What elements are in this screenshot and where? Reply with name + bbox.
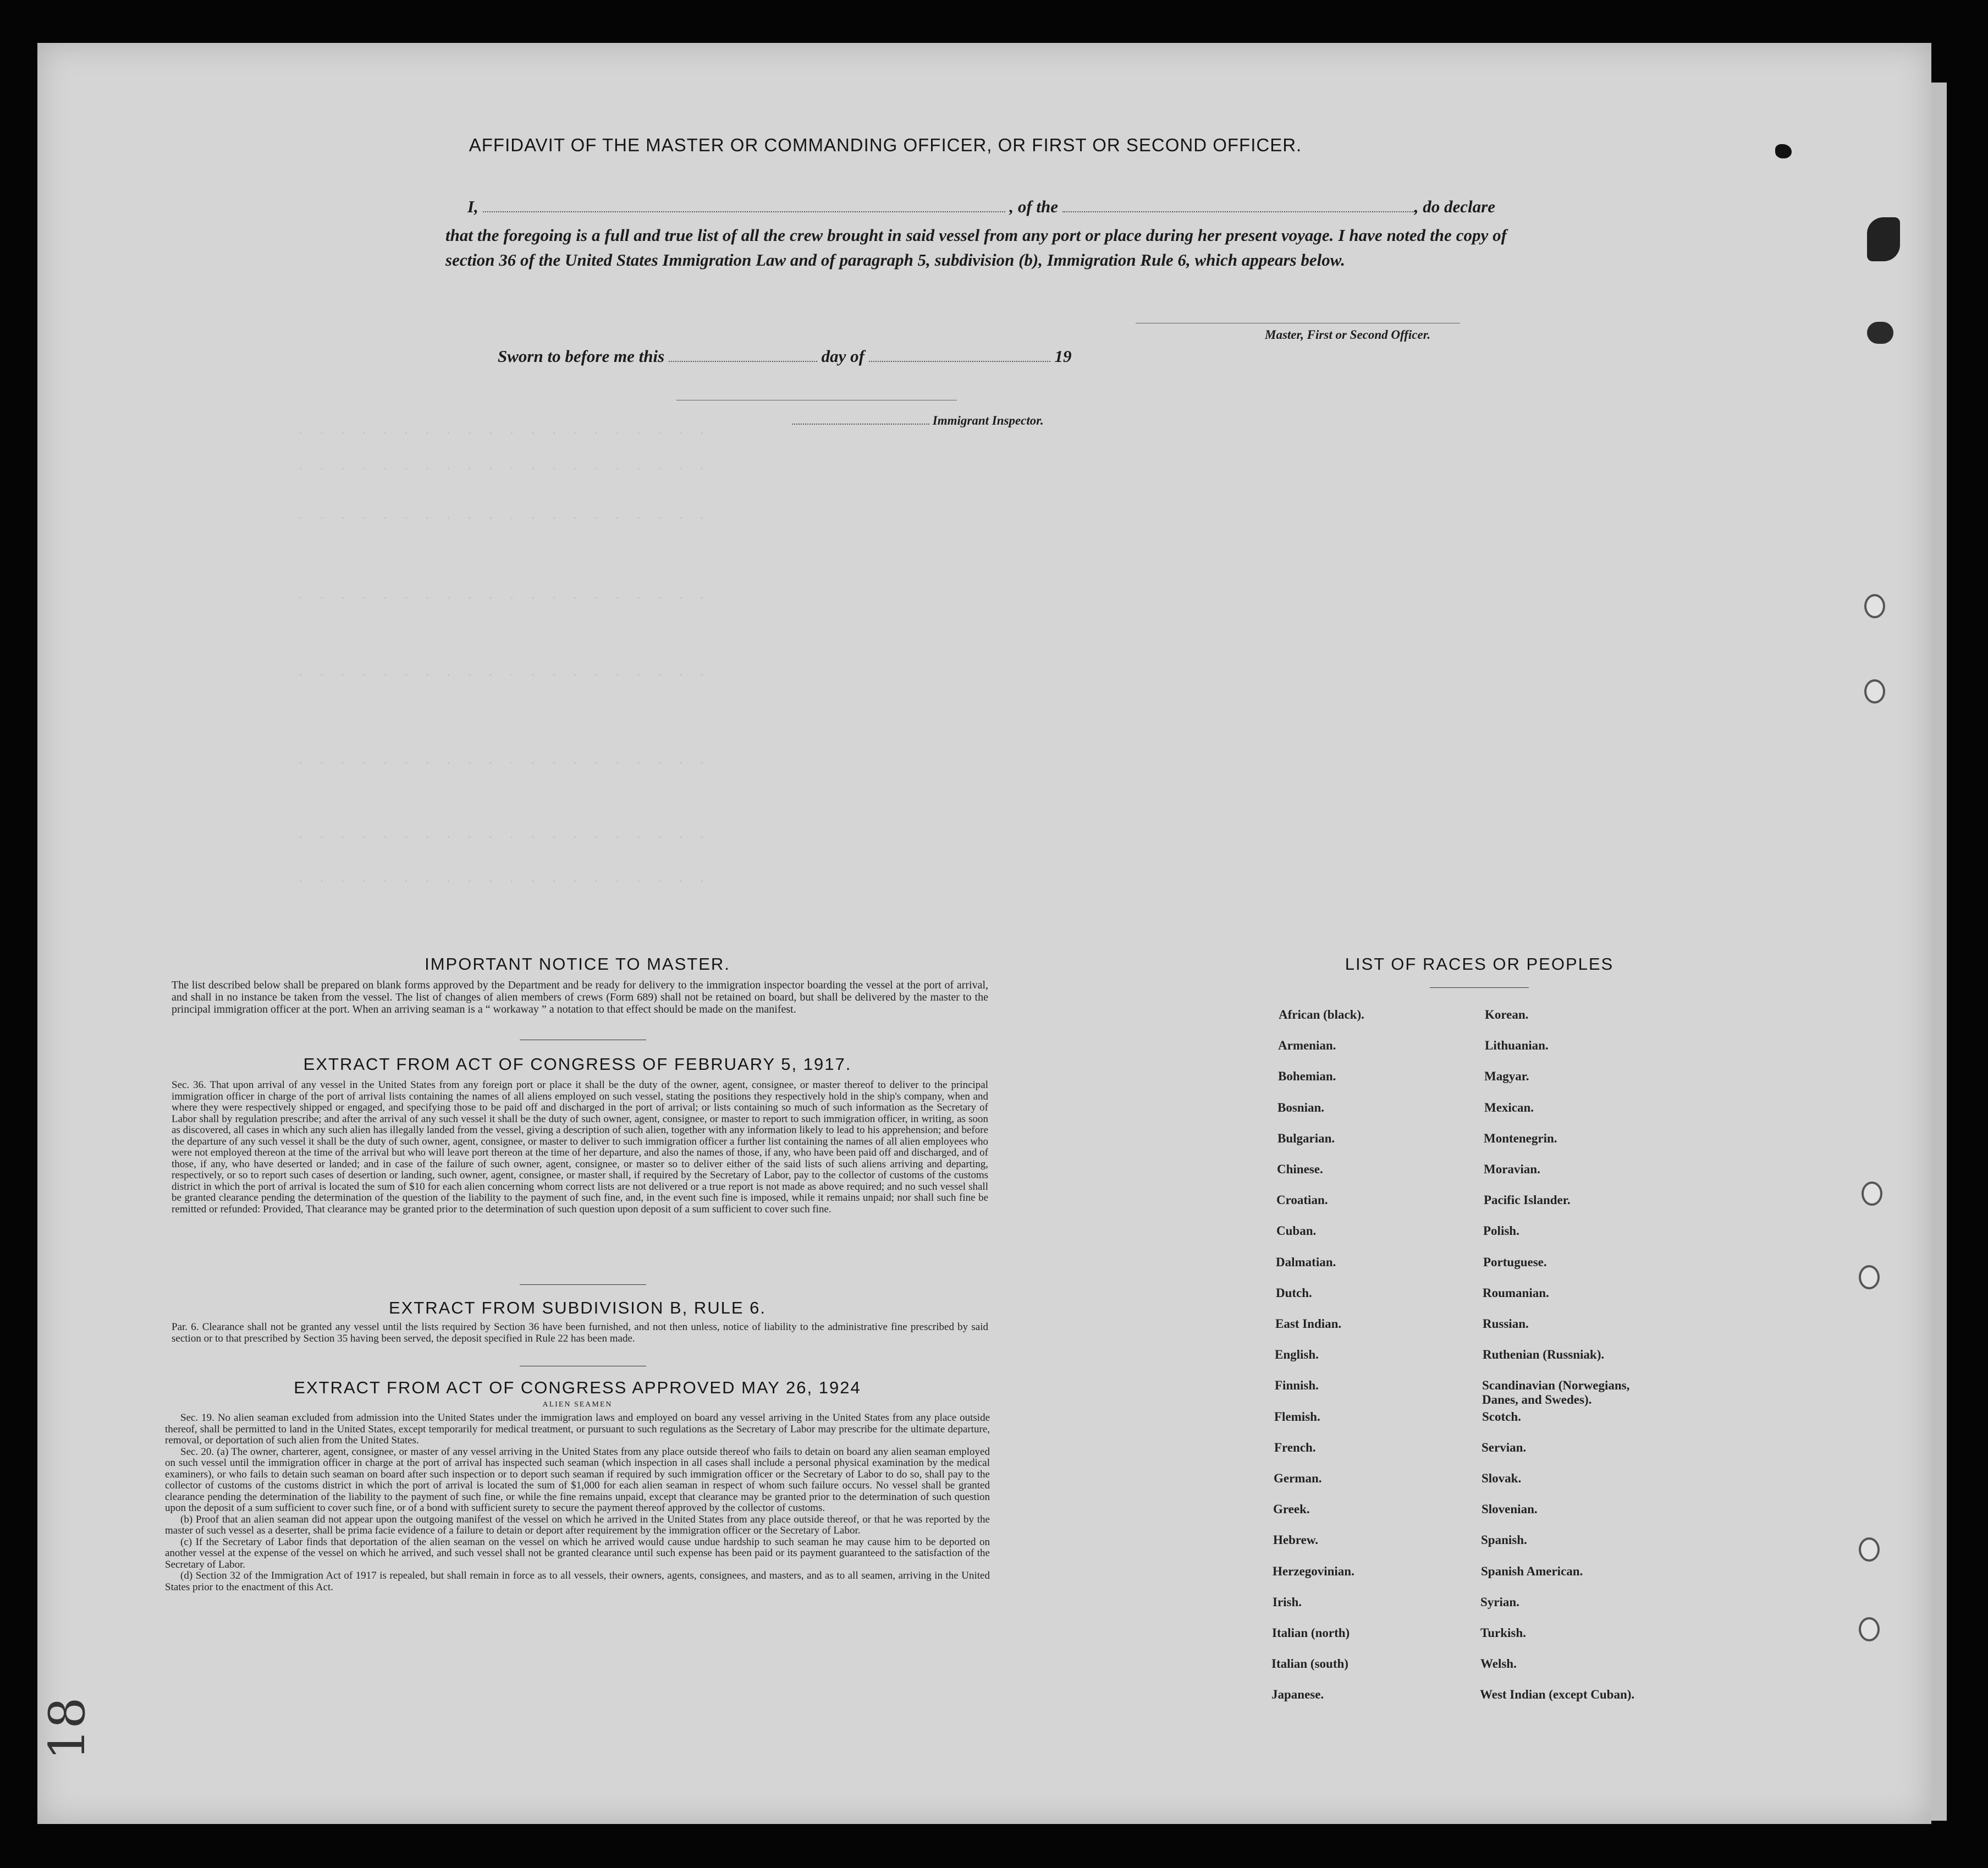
margin-note: 18 [38, 1697, 96, 1760]
race-item: Japanese. [1271, 1688, 1324, 1701]
race-item: Italian (south) [1271, 1657, 1348, 1671]
punch-hole [1859, 1265, 1880, 1289]
race-item: Dutch. [1276, 1286, 1312, 1300]
race-item: Pacific Islander. [1484, 1193, 1571, 1207]
binder-clip-mark [1867, 322, 1893, 344]
ink-blot [1775, 144, 1792, 158]
race-item: French. [1274, 1441, 1316, 1454]
race-item: Ruthenian (Russniak). [1483, 1348, 1605, 1361]
extract-1924-body [165, 1413, 990, 1593]
notice-title: IMPORTANT NOTICE TO MASTER. [425, 954, 730, 974]
sworn-year: 19 [1054, 347, 1072, 366]
race-item: Syrian. [1480, 1595, 1519, 1609]
race-item: Chinese. [1277, 1162, 1323, 1176]
race-item: Greek. [1273, 1502, 1310, 1516]
race-item: Magyar. [1484, 1069, 1529, 1083]
vessel-blank [1062, 209, 1414, 212]
inspector-line [792, 414, 1044, 428]
race-item: Irish. [1273, 1595, 1302, 1609]
binder-clip-mark [1867, 217, 1900, 261]
race-item: Cuban. [1276, 1224, 1317, 1238]
sworn-line [498, 347, 1072, 366]
extract-1924-para: (b) Proof that an alien seaman did not appear upon the outgoing manifest of the vessel on which he arrived in the United States from any place outside thereof, or that he was reported by the master of such vessel as a deserter, shall be prima facie evidence of a failure to detain or deport after requirement by the immigration officer or the Secretary of Labor. [165, 1513, 990, 1536]
race-item: Finnish. [1275, 1378, 1319, 1392]
affidavit-i: I, [467, 197, 478, 216]
race-item: Italian (north) [1272, 1626, 1350, 1640]
race-item: Lithuanian. [1485, 1039, 1549, 1052]
punch-hole [1864, 594, 1885, 618]
extract-1924-para: Sec. 19. No alien seaman excluded from admission into the United States under the immigration laws and employed on board any vessel arriving in the United States from any place outside thereof, shall be permitted to land in the United States, except temporarily for medical treatment, or pursuant to such regulations as the Secretary of Labor may prescribe for the ultimate departure, removal, or deportation of such alien from the United States. [165, 1412, 990, 1446]
affidavit-declaration-line [467, 197, 1501, 217]
extract-1924-subtitle: ALIEN SEAMEN [542, 1400, 613, 1409]
race-item: English. [1275, 1348, 1319, 1361]
sworn-day-of: day of [821, 347, 864, 366]
sworn-prefix: Sworn to before me this [498, 347, 665, 366]
master-label: Master, First or Second Officer. [1265, 328, 1431, 342]
extract-rule6-body: Par. 6. Clearance shall not be granted any vessel until the lists required by Section 36 have been furnished, and not then unless, notice of liability to the administrative fine prescribed by said section or to that prescribed by Section 35 having been served, the deposit specified in Rule 22 has been made. [172, 1321, 988, 1344]
punch-hole [1864, 679, 1885, 704]
race-item: Turkish. [1480, 1626, 1526, 1640]
race-item: African (black). [1279, 1008, 1364, 1021]
race-item: Roumanian. [1483, 1286, 1549, 1300]
extract-1924-para: (c) If the Secretary of Labor finds that deportation of the alien seaman on the vessel on which he arrived would cause undue hardship to such seaman he may cause him to be deported on another vessel at the expense of the vessel on which he arrived, and such vessel shall not be granted clearance until such expense has been paid or its payment guaranteed to the satisfaction of the Secretary of Labor. [165, 1536, 990, 1570]
race-item: Dalmatian. [1276, 1255, 1336, 1269]
extract-1917-title: EXTRACT FROM ACT OF CONGRESS OF FEBRUARY 5, 1917. [303, 1054, 852, 1074]
notice-body: The list described below shall be prepared on blank forms approved by the Department and be ready for delivery to the immigration inspector boarding the vessel at the port of arrival, and shall in no instance be taken from the vessel. The list of changes of alien members of crews (Form 689) shall not be retained on board, but shall be delivered by the master to the principal immigration officer at the port. When an arriving seaman is a “ workaway ” a notation to that effect should be made on the manifest. [172, 979, 988, 1015]
race-item: Slovenian. [1482, 1502, 1538, 1516]
punch-hole [1862, 1182, 1882, 1206]
race-item: German. [1274, 1471, 1322, 1485]
inspector-blank [792, 421, 929, 425]
affidavit-body: that the foregoing is a full and true list of all the crew brought in said vessel from any port or place during her present voyage. I have noted the copy of section 36 of the United States Immigration Law and of paragraph 5, subdivision (b), Immigration Rule 6, which appears below. [445, 226, 1507, 270]
inspector-label: Immigrant Inspector. [932, 414, 1044, 427]
race-item: Mexican. [1484, 1101, 1534, 1114]
extract-1924-para: Sec. 20. (a) The owner, charterer, agent, consignee, or master of any vessel arriving in the United States from any place outside thereof who fails to detain on board any alien seaman employed on such vessel until the immigration officer in charge at the port of arrival has inspected such seaman (which inspection in all cases shall include a personal physical examination by the medical examiners), or who fails to detain such seaman on board after such inspection or to deport such seaman if required by such immigration officer or the Secretary of Labor to do so, shall pay to the collector of customs of the customs district in which the port of arrival is located the sum of $1,000 for each alien seaman in respect of whom such failure occurs. No vessel shall be granted clearance pending the determination of the liability to the payment of such fine, or while the fine remains unpaid, except that clearance may be granted prior to the determination of such question upon the deposit of a sum sufficient to cover such fine, or of a bond with sufficient surety to secure the payment thereof approved by the collector of customs. [165, 1446, 990, 1514]
affidavit-of-the: , of the [1009, 197, 1059, 216]
race-item: Bohemian. [1278, 1069, 1336, 1083]
race-item: Russian. [1483, 1317, 1529, 1331]
race-item: Spanish American. [1481, 1564, 1583, 1578]
race-item: West Indian (except Cuban). [1480, 1688, 1635, 1701]
extract-1924-title: EXTRACT FROM ACT OF CONGRESS APPROVED MAY 26, 1924 [294, 1378, 861, 1397]
race-item: Servian. [1482, 1441, 1527, 1454]
race-item: Hebrew. [1273, 1533, 1318, 1547]
race-item: East Indian. [1275, 1317, 1342, 1331]
races-title-rule [1430, 987, 1529, 988]
race-item: Herzegovinian. [1273, 1564, 1354, 1578]
separator-2 [520, 1284, 646, 1285]
race-item: Moravian. [1484, 1162, 1540, 1176]
race-item: Portuguese. [1483, 1255, 1547, 1269]
race-item: Armenian. [1278, 1039, 1336, 1052]
sworn-month-blank [869, 359, 1050, 362]
race-item: Scotch. [1482, 1410, 1521, 1424]
punch-hole [1859, 1617, 1880, 1641]
affidavit-declare: , do declare [1414, 197, 1495, 216]
sworn-day-blank [669, 359, 817, 362]
race-item: Scandinavian (Norwegians, Danes, and Swedes). [1482, 1378, 1630, 1407]
race-item: Spanish. [1481, 1533, 1527, 1547]
extract-rule6-title: EXTRACT FROM SUBDIVISION B, RULE 6. [388, 1298, 767, 1317]
extract-1924-para: (d) Section 32 of the Immigration Act of 1917 is repealed, but shall remain in force as to all vessels, their owners, agents, consignees, and masters, and as to all seamen, arriving in the United States prior to the enactment of this Act. [165, 1570, 990, 1593]
race-item: Slovak. [1482, 1471, 1522, 1485]
name-blank [483, 209, 1005, 212]
extract-1917-body: Sec. 36. That upon arrival of any vessel in the United States from any foreign port or place it shall be the duty of the owner, agent, consignee, or master thereof to deliver to the principal immigration officer in charge of the port of arrival lists containing the names of all aliens employed on such vessel, stating the positions they respectively hold in the ship's company, when and where they were respectively shipped or engaged, and specifying those to be paid off and discharged in the port of arrival; or lists containing so much of such information as the Secretary of Labor shall by regulation prescribe; and after the arrival of any such vessel it shall be the duty of such owner, agent, consignee, or master to report to such immigration officer, in writing, as soon as discovered, all cases in which any such alien has illegally landed from the vessel, giving a description of such alien, together with any information likely to lead to his apprehension; and before the departure of any such vessel it shall be the duty of such owner, agent, consignee, or master to deliver to such immigration officer a further list containing the names of all alien employees who were not employed thereon at the time of the arrival but who will leave port thereon at the time of her departure, and also the names of those, if any, who have been paid off and discharged, and of those, if any, who have deserted or landed; and in case of the failure of such owner, agent, consignee, or master so to deliver either of the said lists of such aliens arriving and departing, respectively, or so to report such cases of desertion or landing, such owner, agent, consignee, or master shall, if required by the Secretary of Labor, pay to the collector of customs of the customs district in which the port of arrival is located the sum of $10 for each alien concerning whom correct lists are not delivered or a true report is not made as above required; and no such vessel shall be granted clearance pending the determination of the question of the liability to the payment of such fine, and, in the event such fine is imposed, while it remains unpaid; nor shall such fine be remitted or refunded: Provided, That clearance may be granted prior to the determination of such question upon deposit of a sum sufficient to cover such fine. [172, 1079, 988, 1215]
race-item: Bosnian. [1277, 1101, 1325, 1114]
affidavit-title: AFFIDAVIT OF THE MASTER OR COMMANDING OFFICER, OR FIRST OR SECOND OFFICER. [469, 135, 1302, 155]
race-item: Croatian. [1276, 1193, 1328, 1207]
races-title: LIST OF RACES OR PEOPLES [1345, 954, 1614, 974]
race-item: Korean. [1485, 1008, 1529, 1021]
race-item: Bulgarian. [1277, 1131, 1335, 1145]
punch-hole [1859, 1537, 1880, 1562]
next-page-edge [1931, 83, 1947, 1821]
race-item: Welsh. [1480, 1657, 1517, 1671]
race-item: Polish. [1483, 1224, 1519, 1238]
race-item: Montenegrin. [1484, 1131, 1557, 1145]
race-item: Flemish. [1274, 1410, 1320, 1424]
